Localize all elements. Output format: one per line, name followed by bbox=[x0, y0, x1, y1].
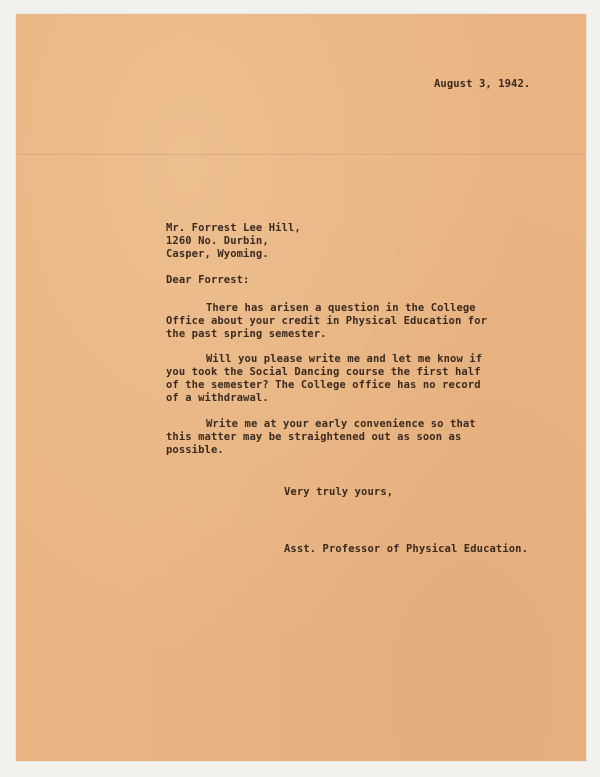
body-line: the past spring semester. bbox=[166, 328, 327, 340]
salutation: Dear Forrest: bbox=[166, 274, 250, 286]
closing: Very truly yours, bbox=[284, 486, 394, 498]
body-line: Office about your credit in Physical Education for bbox=[166, 315, 488, 327]
body-line: you took the Social Dancing course the first half bbox=[166, 366, 481, 378]
body-line: Will you please write me and let me know if bbox=[206, 353, 483, 365]
body-line: of the semester? The College office has no record bbox=[166, 379, 481, 391]
fold-line bbox=[16, 154, 586, 155]
letter-page bbox=[16, 14, 586, 761]
body-line: possible. bbox=[166, 444, 224, 456]
body-line: Write me at your early convenience so that bbox=[206, 418, 476, 430]
letter-date: August 3, 1942. bbox=[434, 78, 531, 90]
body-line: of a withdrawal. bbox=[166, 392, 269, 404]
recipient-street: 1260 No. Durbin, bbox=[166, 235, 269, 247]
recipient-city: Casper, Wyoming. bbox=[166, 248, 269, 260]
body-line: this matter may be straightened out as soon as bbox=[166, 431, 462, 443]
body-line: There has arisen a question in the College bbox=[206, 302, 476, 314]
signature-title: Asst. Professor of Physical Education. bbox=[284, 543, 529, 555]
recipient-name: Mr. Forrest Lee Hill, bbox=[166, 222, 301, 234]
